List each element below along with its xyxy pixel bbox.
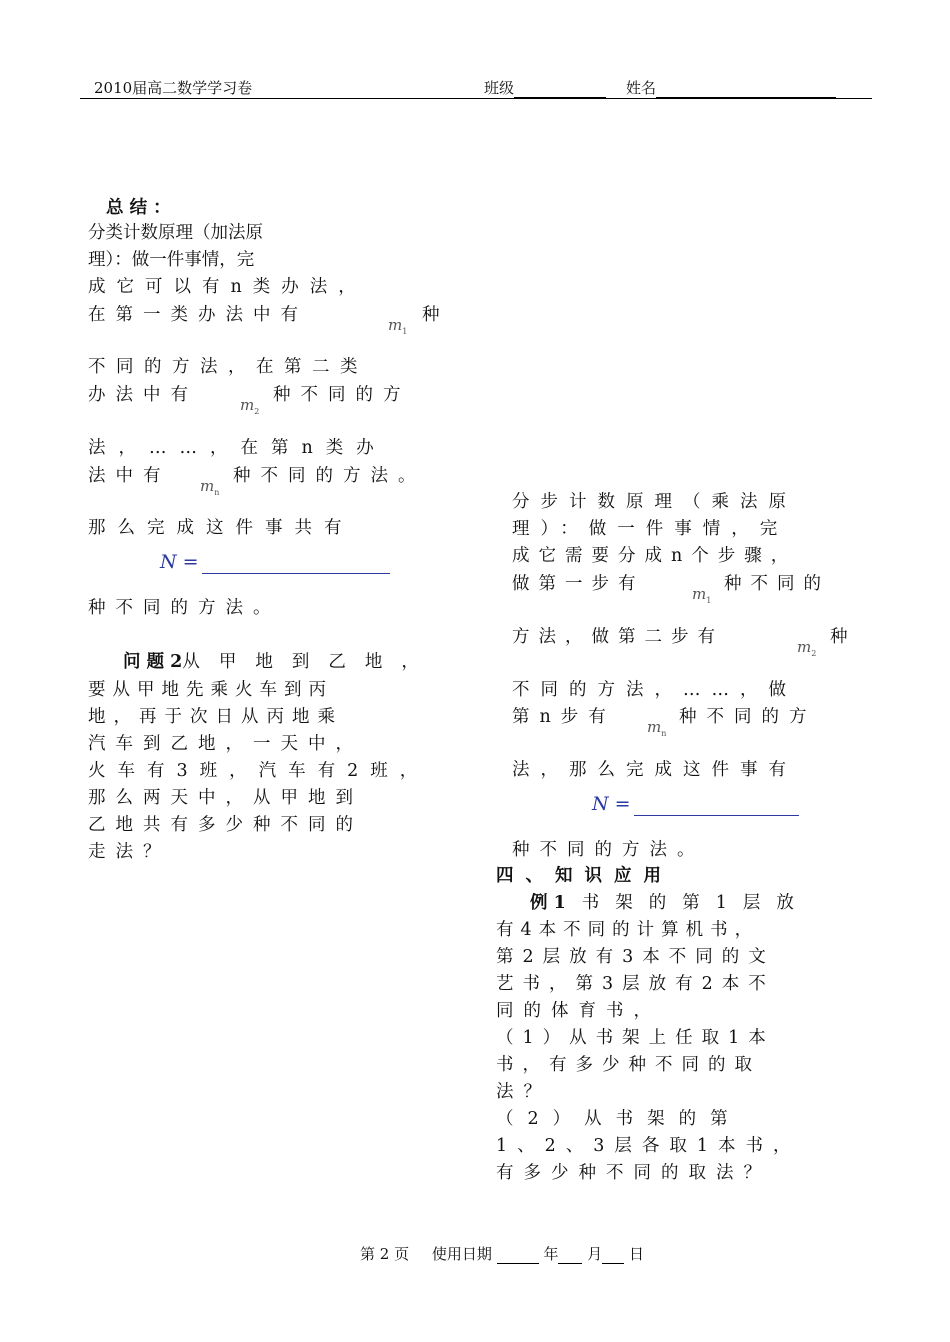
mul-principle-line-4: 做第一步有 xyxy=(512,574,645,594)
m2-symbol-right: $m_2$ xyxy=(797,638,817,658)
mul-principle-line-1: 分步计数原理（乘法原 xyxy=(512,492,797,512)
name-field[interactable] xyxy=(626,77,836,98)
add-principle-line-2: 理）：做一件事情，完 xyxy=(88,250,255,270)
page-header xyxy=(80,76,872,99)
year-blank[interactable] xyxy=(497,1249,539,1264)
summary-label: 总 结 ： xyxy=(106,198,171,218)
example-1-line-3: 第2层放有3本不同的文 xyxy=(496,947,775,967)
class-blank[interactable] xyxy=(514,81,606,98)
worksheet-title: 2010届高二数学学习卷 xyxy=(94,79,253,97)
example-1-line-6: （1）从书架上任取1本 xyxy=(496,1028,775,1048)
name-label: 姓名 xyxy=(626,79,657,97)
m2-symbol: $m_2$ xyxy=(240,396,260,416)
add-principle-line-1: 分类计数原理（加法原 xyxy=(88,223,263,243)
month-blank[interactable] xyxy=(558,1249,582,1264)
mul-principle-line-4b: 种不同的 xyxy=(724,574,830,594)
mul-principle-line-7b: 种不同的方 xyxy=(679,707,817,727)
example-1-line-5: 同的体育书， xyxy=(496,1001,661,1021)
class-label: 班级 xyxy=(484,79,515,97)
problem-2-line-1: 从甲地到乙地， xyxy=(182,652,438,672)
mul-principle-zhong: 种 xyxy=(830,627,848,647)
n-answer-line-right[interactable] xyxy=(634,814,799,816)
problem-2-line-3: 地，再于次日从丙地乘 xyxy=(88,707,343,727)
mul-principle-line-5: 方法，做第二步有 xyxy=(512,627,724,647)
example-1-line-7: 书，有多少种不同的取 xyxy=(496,1055,761,1075)
page-footer xyxy=(360,1243,644,1264)
section-title: 四、知识应用 xyxy=(496,866,673,886)
n-equals-left: N = xyxy=(160,551,199,573)
mul-principle-ways: 种不同的方法。 xyxy=(512,840,705,860)
add-principle-line-4: 在第一类办法中有 xyxy=(88,305,308,325)
m1-symbol: $m_1$ xyxy=(388,316,408,336)
day-blank[interactable] xyxy=(602,1249,624,1264)
problem-2-line-7: 乙地共有多少种不同的 xyxy=(88,815,363,835)
add-principle-ways: 种不同的方法。 xyxy=(88,598,281,618)
mul-principle-line-6: 不同的方法，……，做 xyxy=(512,680,797,700)
n-equals-right: N = xyxy=(592,793,631,815)
problem-2 xyxy=(123,648,438,673)
problem-2-line-8: 走法？ xyxy=(88,842,171,862)
add-principle-zhong: 种 xyxy=(422,305,440,325)
add-principle-line-9: 那么完成这件事共有 xyxy=(88,518,354,538)
example-1-line-9: （2）从书架的第 xyxy=(496,1109,742,1129)
day-label: 日 xyxy=(629,1245,645,1263)
problem-2-line-4: 汽车到乙地，一天中， xyxy=(88,734,363,754)
problem-2-label: 问 题 2 xyxy=(123,652,183,672)
add-principle-line-5: 不同的方法，在第二类 xyxy=(88,357,368,377)
name-blank[interactable] xyxy=(656,81,836,98)
problem-2-line-6: 那么两天中，从甲地到 xyxy=(88,788,363,808)
add-principle-line-3: 成它可以有n类办法， xyxy=(88,277,367,297)
problem-2-line-5: 火车有3班，汽车有2班， xyxy=(88,761,430,781)
page-number: 第 2 页 xyxy=(360,1245,410,1263)
example-1-line-2: 有4本不同的计算机书， xyxy=(496,920,760,940)
mul-principle-line-8: 法，那么完成这件事有 xyxy=(512,760,797,780)
example-1-line-8: 法？ xyxy=(496,1082,551,1102)
class-field[interactable] xyxy=(484,77,606,98)
example-1-line-11: 有多少种不同的取法？ xyxy=(496,1163,771,1183)
month-label: 月 xyxy=(587,1245,603,1263)
add-principle-line-6b: 种不同的方 xyxy=(273,385,411,405)
m1-symbol-right: $m_1$ xyxy=(692,585,712,605)
add-principle-line-8b: 种不同的方法。 xyxy=(233,466,426,486)
add-principle-line-6: 办法中有 xyxy=(88,385,198,405)
mn-symbol: $m_n$ xyxy=(200,477,220,497)
add-principle-line-8: 法中有 xyxy=(88,466,171,486)
mul-principle-line-2: 理）：做一件事情，完 xyxy=(512,519,789,539)
n-answer-line-left[interactable] xyxy=(202,572,390,574)
example-1-line-1: 书架的第1层放 xyxy=(581,893,810,913)
example-1-line-10: 1、2、3层各取1本书， xyxy=(496,1136,801,1156)
year-label: 年 xyxy=(543,1245,559,1263)
mul-principle-line-3: 成它需要分成n个步骤， xyxy=(512,546,798,566)
problem-2-line-2: 要从甲地先乘火车到丙 xyxy=(88,680,333,700)
mul-principle-line-7: 第n步有 xyxy=(512,707,616,727)
add-principle-line-7: 法，……，在第n类办 xyxy=(88,438,387,458)
example-1-line-4: 艺书，第3层放有2本不 xyxy=(496,974,775,994)
example-1 xyxy=(530,889,810,914)
mn-symbol-right: $m_n$ xyxy=(647,718,667,738)
date-label: 使用日期 xyxy=(431,1245,492,1263)
example-1-label: 例 1 xyxy=(530,893,566,913)
